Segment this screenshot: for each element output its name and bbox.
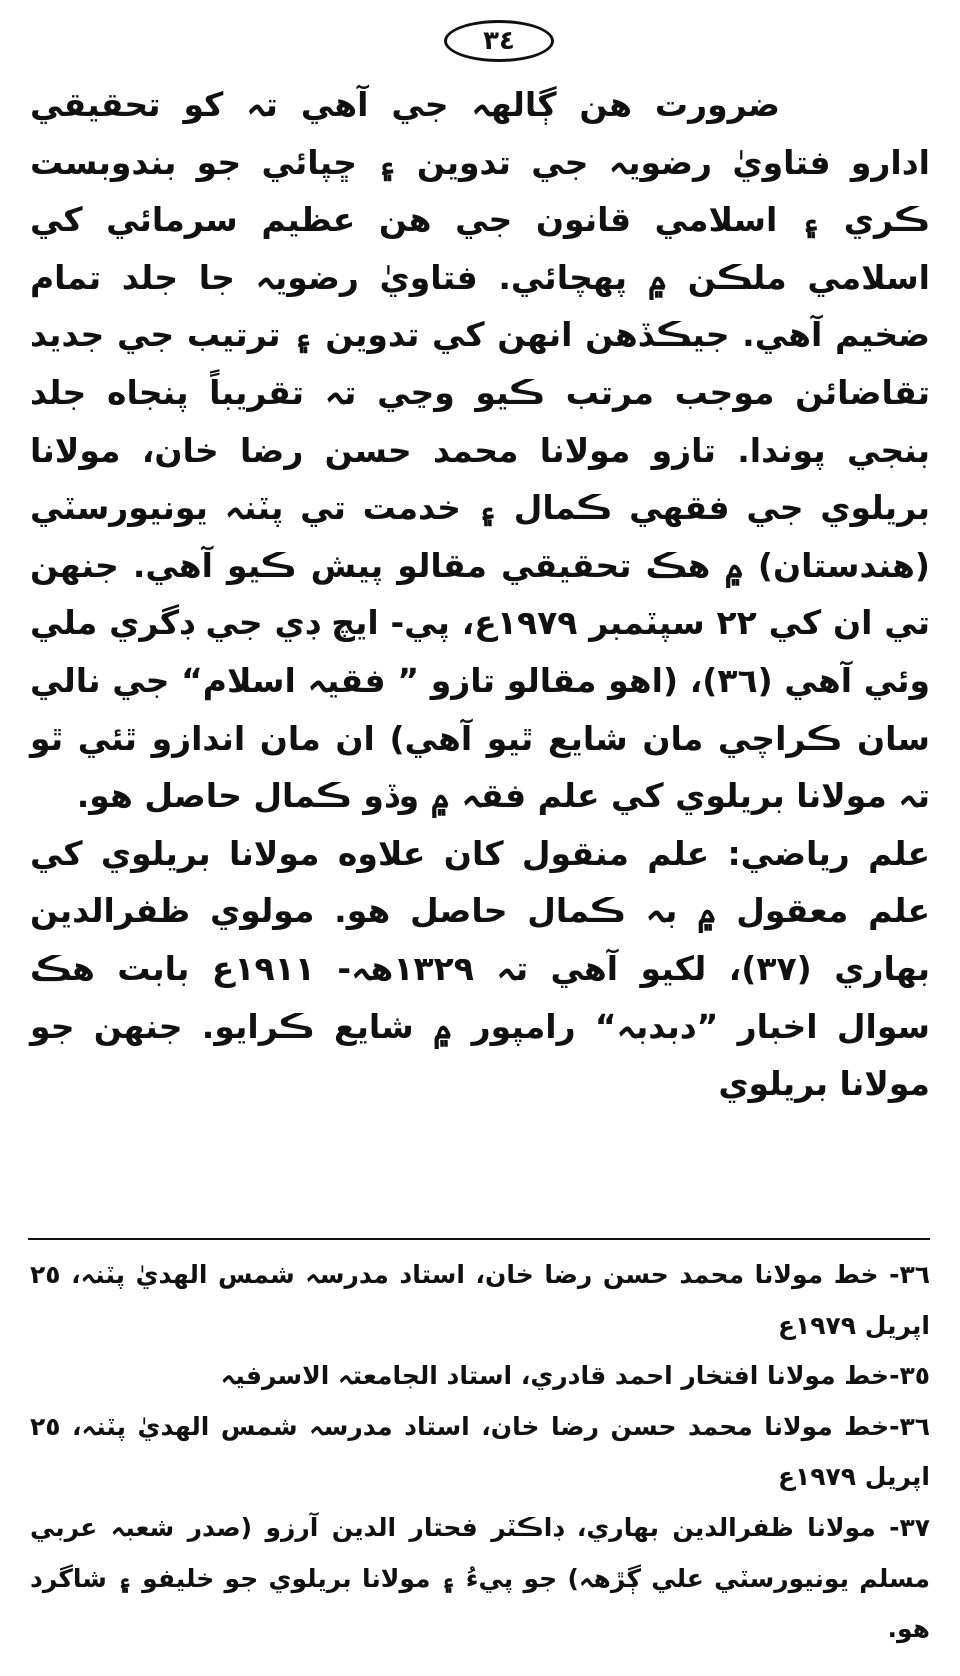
- main-text: [30, 76, 930, 1113]
- paragraph-mathematics: [30, 825, 930, 1113]
- page-number-text: ٣٤: [483, 26, 515, 56]
- paragraph-mathematics-text: علم منقول کان علاوه مولانا بريلوي کي علم معقول ۾ بہ ڪمال حاصل هو. مولوي ظفرالدين بهاري (٣٧)، لکيو آهي تہ ١٣٢٩هہ- ١٩١١ع بابت هڪ سوال اخبار ”دبدبہ“ رامپور ۾ شايع ڪرايو. جنهن جو مولانا بريلوي: [30, 833, 931, 1104]
- section-heading: علم رياضي:: [727, 833, 930, 873]
- paragraph-fiqh: ضرورت هن ڳالهہ جي آهي تہ کو تحقيقي ادارو فتاويٰ رضويہ جي تدوين ۽ ڇپائي جو بندوبست ڪري ۽ اسلامي قانون جي هن عظيم سرمائي کي اسلامي ملڪن ۾ پهچائي. فتاويٰ رضويہ جا جلد تمام ضخيم آهي. جيڪڏهن انهن کي تدوين ۽ ترتيب جي جديد تقاضائن موجب مرتب ڪيو وڃي تہ تقريباً پنجاه جلد بنجي پوندا. تازو مولانا محمد حسن رضا خان، مولانا بريلوي جي فقهي ڪمال ۽ خدمت تي پٽنہ يونيورسٽي (هندستان) ۾ هڪ تحقيقي مقالو پيش ڪيو آهي. جنهن تي ان کي ٢٢ سپٽمبر ١٩٧٩ع، پي- ايچ ڊي جي ڊگري ملي وئي آهي (٣٦)، (اهو مقالو تازو ” فقيہ اسلام“ جي نالي سان ڪراچي مان شايع ٿيو آهي) ان مان اندازو ٿئي ٿو تہ مولانا بريلوي کي علم فقہ ۾ وڏو ڪمال حاصل هو.: [30, 85, 930, 816]
- footnote-37: ٣٧- مولانا ظفرالدين بهاري، ڊاڪٽر فحتار الدين آرزو (صدر شعبہ عربي مسلم يونيورسٽي علي ڳڙهہ) جو پيءُ ۽ مولانا بريلوي جو خليفو ۽ شاگرد هو.: [30, 1512, 930, 1644]
- footnote-36-first: ٣٦- خط مولانا محمد حسن رضا خان، استاد مدرسہ شمس الهديٰ پٽنہ، ٢٥ اپريل ١٩٧٩ع: [30, 1260, 930, 1340]
- footnotes: [30, 1250, 930, 1655]
- footnote-divider: [28, 1238, 930, 1240]
- footnote-36-second: ٣٦-خط مولانا محمد حسن رضا خان، استاد مدرسہ شمس الهديٰ پٽنہ، ٢٥ اپريل ١٩٧٩ع: [30, 1411, 930, 1492]
- footnote-35: ٣٥-خط مولانا افتخار احمد قادري، استاد الجامعتہ الاسرفيہ: [220, 1361, 930, 1391]
- page-number: [444, 20, 554, 62]
